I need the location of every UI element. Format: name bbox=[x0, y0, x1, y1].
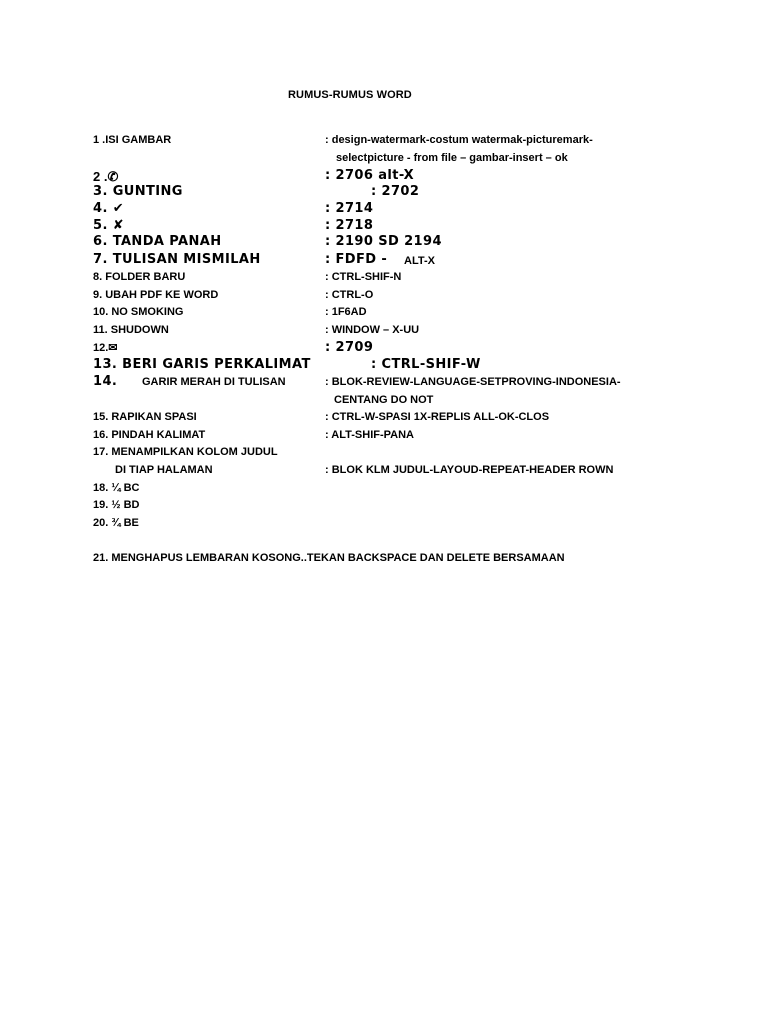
item-9-value: : CTRL-O bbox=[325, 289, 374, 301]
item-5-label: 5. ✘ bbox=[93, 218, 125, 233]
item-17-value: : BLOK KLM JUDUL-LAYOUD-REPEAT-HEADER ROWN bbox=[325, 464, 614, 476]
item-18-label: 18. ¼ BC bbox=[93, 482, 140, 494]
item-7-value-small: ALT-X bbox=[404, 255, 435, 267]
item-16-value: : ALT-SHIF-PANA bbox=[325, 429, 415, 441]
item-1-value: : design-watermark-costum watermak-picturemark- bbox=[325, 134, 593, 146]
item-13-value: : CTRL-SHIF-W bbox=[371, 357, 481, 372]
item-12-value: : 2709 bbox=[325, 340, 374, 355]
item-14-label: 14. bbox=[93, 374, 118, 389]
item-20-label: 20. ¾ BE bbox=[93, 517, 139, 529]
item-5-value: : 2718 bbox=[325, 218, 374, 233]
item-10-label: 10. NO SMOKING bbox=[93, 306, 184, 318]
item-11-label: 11. SHUDOWN bbox=[93, 324, 169, 336]
item-8-label: 8. FOLDER BARU bbox=[93, 271, 186, 283]
document-title: RUMUS-RUMUS WORD bbox=[288, 89, 412, 101]
item-21-label: 21. MENGHAPUS LEMBARAN KOSONG..TEKAN BACKSPACE DAN DELETE BERSAMAAN bbox=[93, 552, 565, 564]
item-7-label: 7. TULISAN MISMILAH bbox=[93, 252, 261, 267]
item-14-label-small: GARIR MERAH DI TULISAN bbox=[142, 376, 286, 388]
item-1-value-cont: selectpicture - from file – gambar-insert – ok bbox=[336, 152, 568, 164]
item-8-value: : CTRL-SHIF-N bbox=[325, 271, 402, 283]
item-15-label: 15. RAPIKAN SPASI bbox=[93, 411, 197, 423]
item-19-label: 19. ½ BD bbox=[93, 499, 140, 511]
item-6-label: 6. TANDA PANAH bbox=[93, 234, 222, 249]
item-17-label: 17. MENAMPILKAN KOLOM JUDUL bbox=[93, 446, 278, 458]
item-3-label: 3. GUNTING bbox=[93, 184, 183, 199]
item-11-value: : WINDOW – X-UU bbox=[325, 324, 420, 336]
item-13-label: 13. BERI GARIS PERKALIMAT bbox=[93, 357, 311, 372]
item-15-value: : CTRL-W-SPASI 1X-REPLIS ALL-OK-CLOS bbox=[325, 411, 550, 423]
item-17-label-cont: DI TIAP HALAMAN bbox=[115, 464, 213, 476]
item-14-value: : BLOK-REVIEW-LANGUAGE-SETPROVING-INDONESIA- bbox=[325, 376, 621, 388]
item-2-label: 2 .✆ bbox=[93, 169, 119, 184]
item-3-value: : 2702 bbox=[371, 184, 420, 199]
item-4-label: 4. ✔ bbox=[93, 201, 125, 216]
item-10-value: : 1F6AD bbox=[325, 306, 367, 318]
item-1-label: 1 .ISI GAMBAR bbox=[93, 134, 172, 146]
item-16-label: 16. PINDAH KALIMAT bbox=[93, 429, 206, 441]
item-4-value: : 2714 bbox=[325, 201, 374, 216]
item-2-value: : 2706 alt-X bbox=[325, 168, 415, 183]
item-14-value-cont: CENTANG DO NOT bbox=[334, 394, 434, 406]
item-12-label: 12.✉ bbox=[93, 342, 118, 354]
item-7-value: : FDFD - bbox=[325, 252, 388, 267]
item-9-label: 9. UBAH PDF KE WORD bbox=[93, 289, 219, 301]
item-6-value: : 2190 SD 2194 bbox=[325, 234, 442, 249]
